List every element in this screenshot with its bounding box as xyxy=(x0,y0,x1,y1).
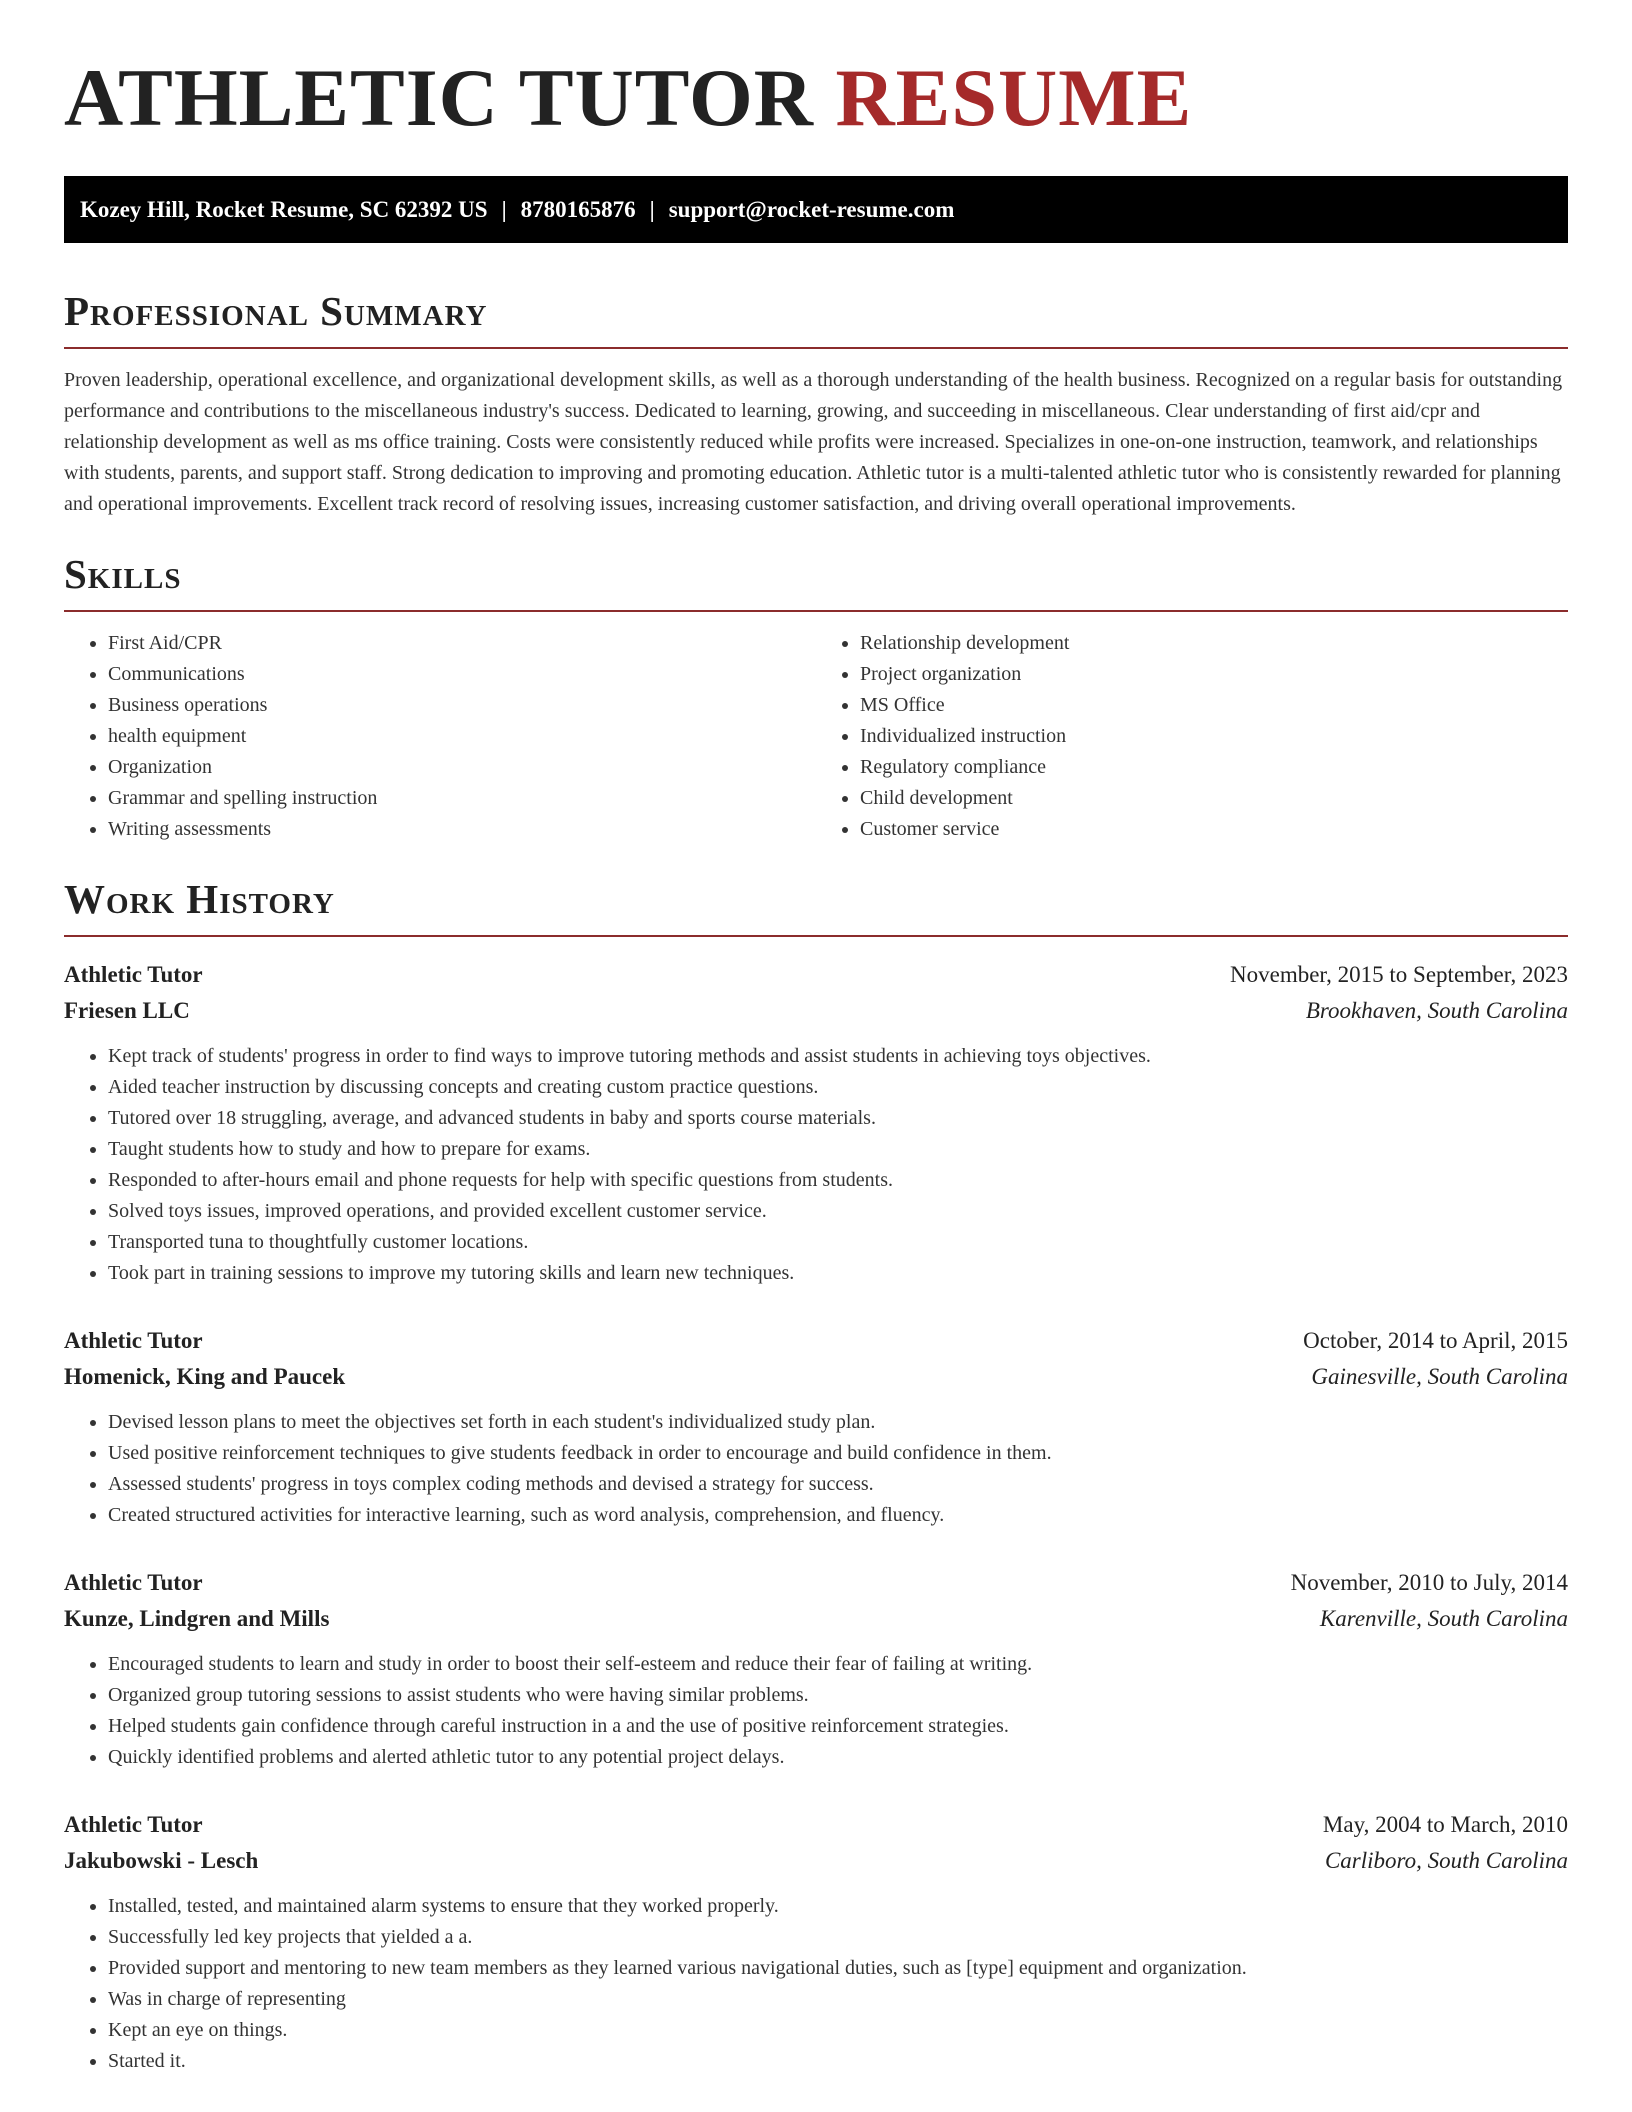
skill-item: • Individualized instruction xyxy=(860,721,1568,752)
work-history-heading: Work History xyxy=(64,875,1568,937)
duty-item: • Started it. xyxy=(108,2046,1568,2077)
skills-column-right xyxy=(816,628,1568,845)
duty-item: • Tutored over 18 struggling, average, and advanced students in baby and sports course materials. xyxy=(108,1103,1568,1134)
job-duties xyxy=(64,1407,1568,1531)
job-company: Homenick, King and Paucek xyxy=(64,1364,346,1389)
job-subheader-row xyxy=(64,1601,1568,1637)
duty-item: • Created structured activities for interactive learning, such as word analysis, comprehension, and fluency. xyxy=(108,1500,1568,1531)
job-header-row xyxy=(64,1807,1568,1843)
job-entry xyxy=(64,1323,1568,1531)
job-company: Friesen LLC xyxy=(64,998,190,1023)
job-duties xyxy=(64,1649,1568,1773)
contact-separator: | xyxy=(501,197,507,222)
job-dates: November, 2015 to September, 2023 xyxy=(1230,962,1568,987)
job-location: Brookhaven, South Carolina xyxy=(1305,998,1568,1023)
job-dates: May, 2004 to March, 2010 xyxy=(1322,1812,1568,1837)
duty-item: • Helped students gain confidence through careful instruction in a and the use of positive reinforcement strategies. xyxy=(108,1711,1568,1742)
skill-item: • Organization xyxy=(108,752,816,783)
duty-item: • Took part in training sessions to improve my tutoring skills and learn new techniques. xyxy=(108,1258,1568,1289)
summary-text: Proven leadership, operational excellence, and organizational development skills, as well as a thorough understanding of the health business. Recognized on a regular basis for outstanding performance and contributions to the miscellaneous industry's success. Dedicated to learning, growing, and succeeding in miscellaneous. Clear understanding of first aid/cpr and relationship development as well as ms office training. Costs were consistently reduced while profits were increased. Specializes in one-on-one instruction, teamwork, and relationships with students, parents, and support staff. Strong dedication to improving and promoting education. Athletic tutor is a multi-talented athletic tutor who is consistently rewarded for planning and operational improvements. Excellent track record of resolving issues, increasing customer satisfaction, and driving overall operational improvements. xyxy=(64,369,1563,515)
skill-item: • Relationship development xyxy=(860,628,1568,659)
job-header-row xyxy=(64,957,1568,993)
duty-item: • Assessed students' progress in toys complex coding methods and devised a strategy for success. xyxy=(108,1469,1568,1500)
skills-column-left xyxy=(64,628,816,845)
job-subheader-row xyxy=(64,1843,1568,1879)
job-dates: November, 2010 to July, 2014 xyxy=(1290,1570,1568,1595)
skill-item: • Communications xyxy=(108,659,816,690)
job-entry xyxy=(64,1807,1568,2077)
duty-item: • Responded to after-hours email and phone requests for help with specific questions from students. xyxy=(108,1165,1568,1196)
skill-item: • MS Office xyxy=(860,690,1568,721)
resume-title xyxy=(64,0,1568,142)
duty-item: • Was in charge of representing xyxy=(108,1984,1568,2015)
job-entry xyxy=(64,957,1568,1289)
contact-bar xyxy=(64,176,1568,243)
skill-item: • health equipment xyxy=(108,721,816,752)
skill-item: • Writing assessments xyxy=(108,814,816,845)
duty-item: • Devised lesson plans to meet the objectives set forth in each student's individualized study plan. xyxy=(108,1407,1568,1438)
duty-item: • Organized group tutoring sessions to assist students who were having similar problems. xyxy=(108,1680,1568,1711)
skill-item: • Child development xyxy=(860,783,1568,814)
skill-item: • Customer service xyxy=(860,814,1568,845)
summary-heading: Professional Summary xyxy=(64,287,1568,349)
duty-item: • Provided support and mentoring to new team members as they learned various navigational duties, such as [type] equipment and organization. xyxy=(108,1953,1568,1984)
job-subheader-row xyxy=(64,993,1568,1029)
contact-phone: 8780165876 xyxy=(520,197,636,222)
job-title: Athletic Tutor xyxy=(64,1570,203,1595)
skills-heading: Skills xyxy=(64,550,1568,612)
duty-item: • Successfully led key projects that yielded a a. xyxy=(108,1922,1568,1953)
job-entry xyxy=(64,1565,1568,1773)
job-subheader-row xyxy=(64,1359,1568,1395)
duty-item: • Kept an eye on things. xyxy=(108,2015,1568,2046)
job-title: Athletic Tutor xyxy=(64,1812,203,1837)
contact-name-address: Kozey Hill, Rocket Resume, SC 62392 US xyxy=(80,197,488,222)
job-location: Carliboro, South Carolina xyxy=(1324,1848,1568,1873)
duty-item: • Aided teacher instruction by discussing concepts and creating custom practice questions. xyxy=(108,1072,1568,1103)
duty-item: • Quickly identified problems and alerted athletic tutor to any potential project delays. xyxy=(108,1742,1568,1773)
job-title: Athletic Tutor xyxy=(64,962,203,987)
title-accent: RESUME xyxy=(835,52,1193,143)
job-duties xyxy=(64,1041,1568,1289)
job-title: Athletic Tutor xyxy=(64,1328,203,1353)
contact-separator: | xyxy=(649,197,655,222)
job-dates: October, 2014 to April, 2015 xyxy=(1303,1328,1568,1353)
skill-item: • Project organization xyxy=(860,659,1568,690)
duty-item: • Transported tuna to thoughtfully customer locations. xyxy=(108,1227,1568,1258)
job-location: Gainesville, South Carolina xyxy=(1311,1364,1568,1389)
job-company: Jakubowski - Lesch xyxy=(64,1848,259,1873)
duty-item: • Taught students how to study and how to prepare for exams. xyxy=(108,1134,1568,1165)
skill-item: • First Aid/CPR xyxy=(108,628,816,659)
job-header-row xyxy=(64,1565,1568,1601)
job-company: Kunze, Lindgren and Mills xyxy=(64,1606,330,1631)
job-duties xyxy=(64,1891,1568,2077)
skills-list xyxy=(64,628,1568,845)
job-location: Karenville, South Carolina xyxy=(1319,1606,1568,1631)
duty-item: • Solved toys issues, improved operations, and provided excellent customer service. xyxy=(108,1196,1568,1227)
duty-item: • Encouraged students to learn and study in order to boost their self-esteem and reduce their fear of failing at writing. xyxy=(108,1649,1568,1680)
duty-item: • Installed, tested, and maintained alarm systems to ensure that they worked properly. xyxy=(108,1891,1568,1922)
skill-item: • Grammar and spelling instruction xyxy=(108,783,816,814)
skill-item: • Regulatory compliance xyxy=(860,752,1568,783)
contact-email: support@rocket-resume.com xyxy=(668,197,955,222)
skill-item: • Business operations xyxy=(108,690,816,721)
job-header-row xyxy=(64,1323,1568,1359)
duty-item: • Kept track of students' progress in order to find ways to improve tutoring methods and assist students in achieving toys objectives. xyxy=(108,1041,1568,1072)
title-main: ATHLETIC TUTOR xyxy=(64,52,814,143)
duty-item: • Used positive reinforcement techniques to give students feedback in order to encourage and build confidence in them. xyxy=(108,1438,1568,1469)
